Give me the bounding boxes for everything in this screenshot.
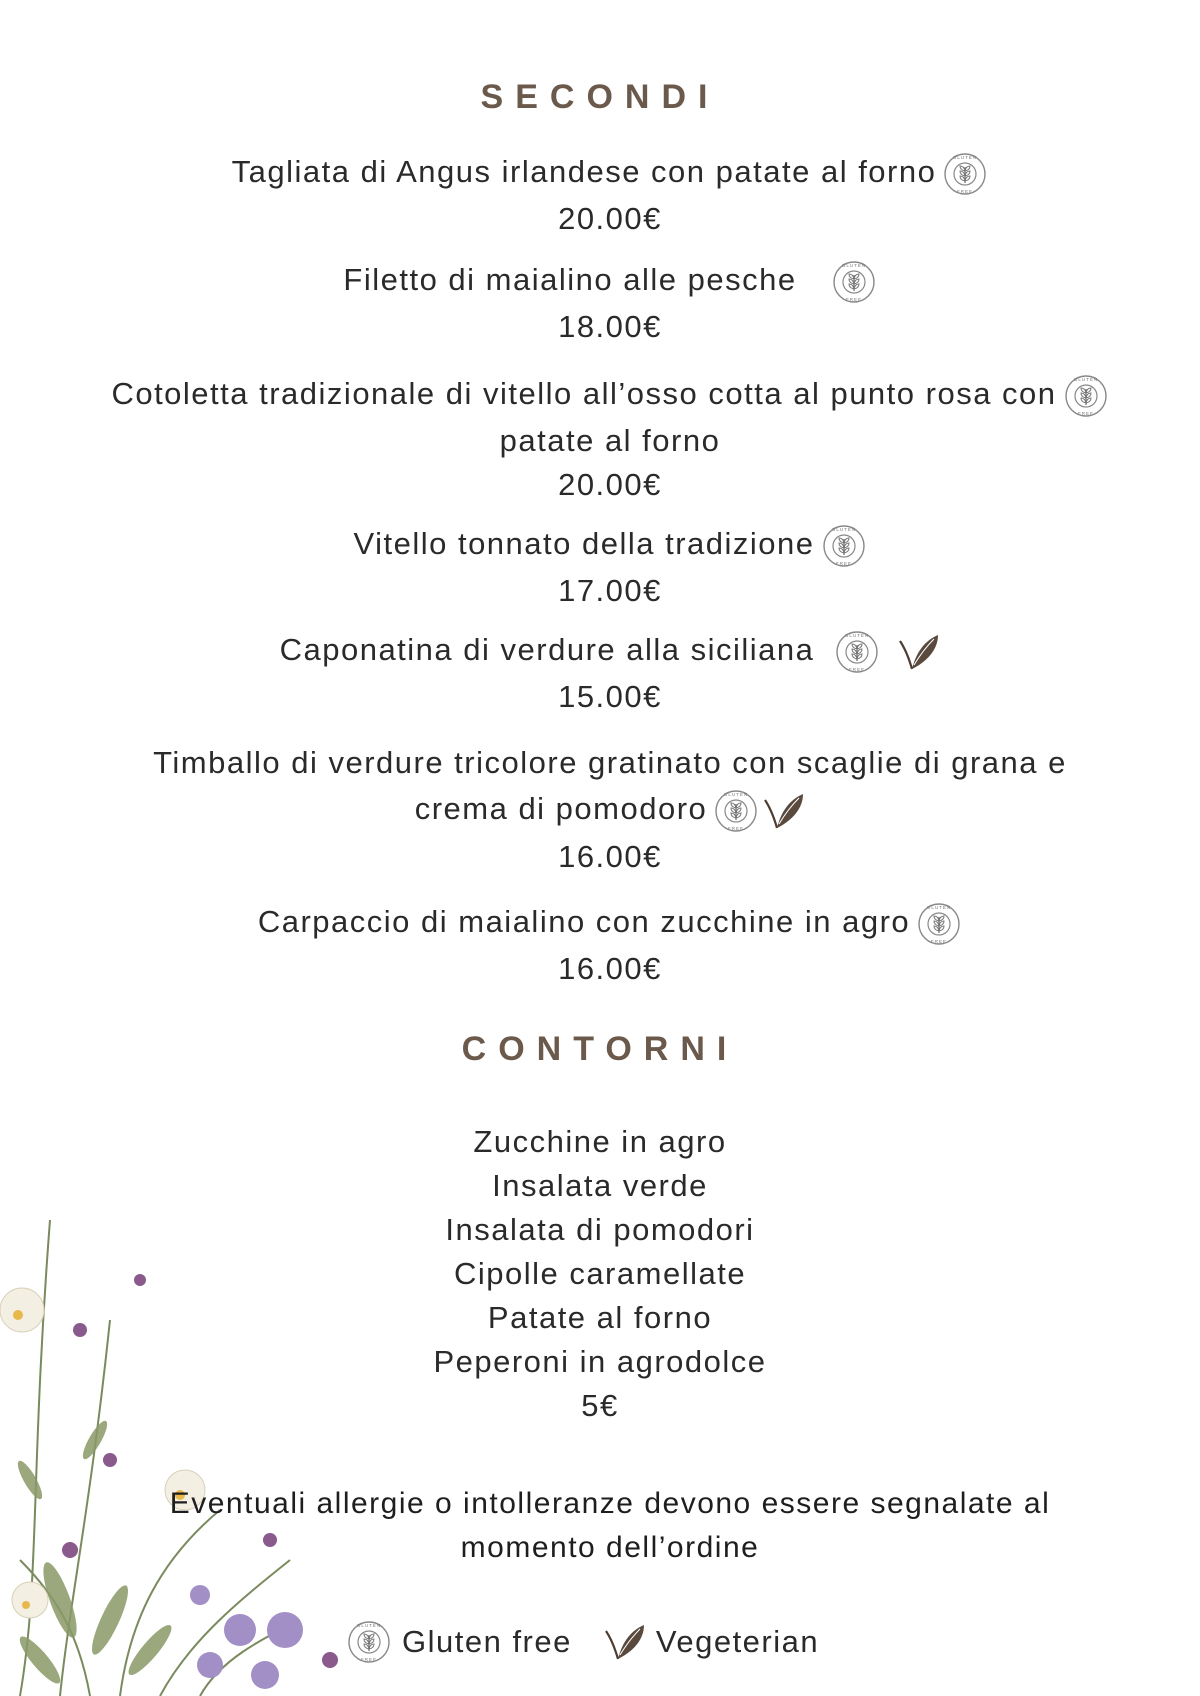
gluten-free-icon: [821, 523, 867, 569]
gluten-free-icon: [831, 259, 877, 305]
gluten-free-icon: [942, 151, 988, 197]
item-name-line2: crema di pomodoro: [414, 791, 708, 826]
list-item: Insalata di pomodori: [445, 1212, 755, 1247]
list-item: Peperoni in agrodolce: [433, 1344, 767, 1379]
menu-item: [60, 900, 1160, 991]
vegetarian-leaf-icon: [763, 790, 805, 832]
vegetarian-leaf-icon: [898, 631, 940, 673]
item-price: 20.00€: [558, 200, 662, 236]
gluten-free-icon: [916, 901, 962, 947]
gluten-free-icon: [834, 629, 880, 675]
vegetarian-leaf-icon: [604, 1621, 646, 1663]
legend-vegetarian-label: Vegeterian: [655, 1624, 820, 1659]
note-line1: Eventuali allergie o intolleranze devono essere segnalate al: [169, 1487, 1051, 1520]
side-price: 5€: [581, 1388, 619, 1423]
item-price: 20.00€: [558, 466, 662, 502]
menu-item: [60, 372, 1160, 507]
gluten-free-icon: [713, 788, 759, 834]
floral-decoration: [0, 1180, 380, 1696]
item-name-line2: patate al forno: [499, 422, 721, 458]
item-price: 16.00€: [558, 838, 662, 874]
section-title-secondi: SECONDI: [480, 78, 720, 116]
item-name: Vitello tonnato della tradizione: [353, 526, 815, 561]
menu-item: [60, 150, 1160, 241]
menu-item: [60, 522, 1160, 613]
menu-item: [60, 628, 1160, 719]
note-line2: momento dell’ordine: [460, 1531, 760, 1564]
item-price: 17.00€: [558, 572, 662, 608]
list-item: Zucchine in agro: [473, 1124, 727, 1159]
list-item: Patate al forno: [487, 1300, 713, 1335]
item-price: 16.00€: [558, 950, 662, 986]
gluten-free-icon: [346, 1619, 392, 1665]
legend: [340, 1612, 841, 1672]
item-price: 18.00€: [558, 308, 662, 344]
item-name: Caponatina di verdure alla siciliana: [279, 632, 815, 667]
allergy-note: [60, 1482, 1160, 1570]
menu-item: [60, 740, 1160, 880]
list-item: Insalata verde: [492, 1168, 708, 1203]
gluten-free-icon: [1063, 373, 1109, 419]
item-price: 15.00€: [558, 678, 662, 714]
menu-item: [60, 258, 1160, 349]
list-item: Cipolle caramellate: [453, 1256, 747, 1291]
item-name-line1: Timballo di verdure tricolore gratinato con scaglie di grana e: [153, 745, 1067, 780]
section-title-contorni: CONTORNI: [461, 1030, 739, 1068]
legend-gluten-free-label: Gluten free: [402, 1624, 572, 1659]
item-name-line1: Cotoletta tradizionale di vitello all’osso cotta al punto rosa con: [111, 376, 1057, 411]
item-name: Filetto di maialino alle pesche: [343, 262, 797, 297]
item-name: Tagliata di Angus irlandese con patate al forno: [231, 154, 937, 189]
item-name: Carpaccio di maialino con zucchine in agro: [257, 904, 911, 939]
